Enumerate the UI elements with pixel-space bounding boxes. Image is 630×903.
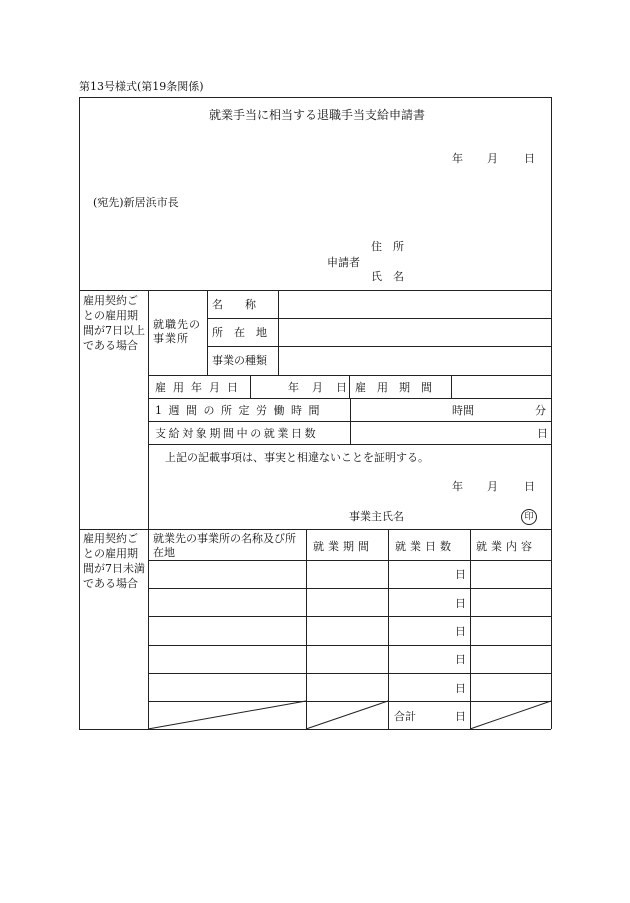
employer-signature-label: 事業主氏名 — [349, 510, 404, 523]
employer-rule-1 — [207, 318, 551, 319]
hire-date-label: 雇用年月日 — [155, 381, 245, 394]
employer-location-label: 所 在 地 — [212, 326, 267, 339]
period-total-slash — [306, 701, 388, 729]
row-content-field[interactable] — [473, 676, 548, 699]
addressee: (宛先)新居浜市長 — [93, 196, 179, 209]
form-number: 第13号様式(第19条関係) — [79, 80, 204, 93]
cert-year-label: 年 — [452, 480, 463, 493]
weekly-hours-unit: 時間 — [452, 404, 474, 417]
certification-text: 上記の記載事項は、事実と相違ないことを証明する。 — [165, 451, 429, 464]
cert-month-label: 月 — [487, 480, 498, 493]
employment-period-label: 雇用期間 — [355, 381, 443, 394]
weekly-minutes-unit: 分 — [535, 404, 546, 417]
frame-right — [551, 97, 552, 729]
row-day-unit: 日 — [455, 568, 466, 581]
col-header-days: 就業日数 — [395, 540, 455, 553]
total-day-unit: 日 — [455, 710, 466, 723]
row-content-field[interactable] — [473, 563, 548, 586]
submission-year-label: 年 — [452, 152, 463, 165]
row-employer-field[interactable] — [151, 619, 303, 642]
employer-field-divider — [278, 290, 279, 375]
row-day-unit: 日 — [455, 597, 466, 610]
frame-left — [79, 97, 80, 729]
applicant-name-label: 氏 名 — [371, 270, 404, 283]
employer-rule-2 — [207, 346, 551, 347]
row-employer-field[interactable] — [151, 676, 303, 699]
content-total-slash — [470, 701, 551, 729]
row-employer-field[interactable] — [151, 648, 303, 671]
col-divider-2 — [388, 529, 389, 729]
table-rule-1 — [148, 560, 551, 561]
employment-period-field[interactable] — [454, 378, 548, 396]
submission-day-label: 日 — [524, 152, 535, 165]
work-days-unit: 日 — [537, 427, 548, 440]
submission-month-label: 月 — [487, 152, 498, 165]
section2-top-rule — [79, 529, 551, 530]
form-title: 就業手当に相当する退職手当支給申請書 — [209, 108, 426, 122]
weekly-hours-label: 1週間の所定労働時間 — [155, 404, 326, 417]
seal-mark: 印 — [521, 509, 537, 525]
col-header-employer: 就業先の事業所の名称及び所在地 — [153, 532, 296, 559]
row-day-unit: 日 — [455, 653, 466, 666]
total-label: 合計 — [394, 710, 416, 723]
row-content-field[interactable] — [473, 591, 548, 614]
row-period-field[interactable] — [309, 563, 385, 586]
section2-label: 雇用契約ごとの雇用期間が7日未満である場合 — [83, 532, 145, 590]
row-period-field[interactable] — [309, 619, 385, 642]
row-day-unit: 日 — [455, 682, 466, 695]
row-period-field[interactable] — [309, 676, 385, 699]
frame-top — [79, 97, 551, 98]
hours-label-divider — [350, 398, 351, 444]
table-rule-4 — [148, 645, 551, 646]
cert-day-label: 日 — [524, 480, 535, 493]
table-rule-2 — [148, 588, 551, 589]
row-employer-field[interactable] — [151, 591, 303, 614]
row-period-field[interactable] — [309, 591, 385, 614]
applicant-label: 申請者 — [327, 256, 360, 269]
col-divider-1 — [306, 529, 307, 729]
employer-total-slash — [148, 701, 306, 729]
business-type-field[interactable] — [281, 349, 547, 371]
employer-location-field[interactable] — [281, 321, 547, 343]
hire-year-unit: 年 — [288, 381, 299, 394]
days-row-bottom — [148, 444, 551, 445]
col-header-period: 就業期間 — [313, 540, 373, 553]
row-day-unit: 日 — [455, 625, 466, 638]
employer-label-divider — [207, 290, 208, 375]
row-employer-field[interactable] — [151, 563, 303, 586]
table-rule-3 — [148, 616, 551, 617]
employer-name-field[interactable] — [281, 293, 547, 315]
applicant-address-label: 住 所 — [371, 240, 404, 253]
period-label-divider — [451, 375, 452, 398]
hire-day-unit: 日 — [336, 381, 347, 394]
employer-label: 就職先の事業所 — [153, 318, 201, 345]
table-rule-5 — [148, 673, 551, 674]
hire-date-field-divider — [349, 375, 350, 398]
row-period-field[interactable] — [309, 648, 385, 671]
row-content-field[interactable] — [473, 619, 548, 642]
section1-top-rule — [79, 290, 551, 291]
employer-name-label: 名 称 — [212, 298, 256, 311]
row-content-field[interactable] — [473, 648, 548, 671]
section1-label: 雇用契約ごとの雇用期間が7日以上である場合 — [83, 294, 145, 352]
col-divider-3 — [470, 529, 471, 729]
hire-date-label-divider — [250, 375, 251, 398]
hire-month-unit: 月 — [312, 381, 323, 394]
business-type-label: 事業の種類 — [212, 354, 267, 367]
section-label-divider — [148, 290, 149, 729]
work-days-label: 支給対象期間中の就業日数 — [155, 427, 319, 440]
col-header-content: 就業内容 — [476, 540, 536, 553]
